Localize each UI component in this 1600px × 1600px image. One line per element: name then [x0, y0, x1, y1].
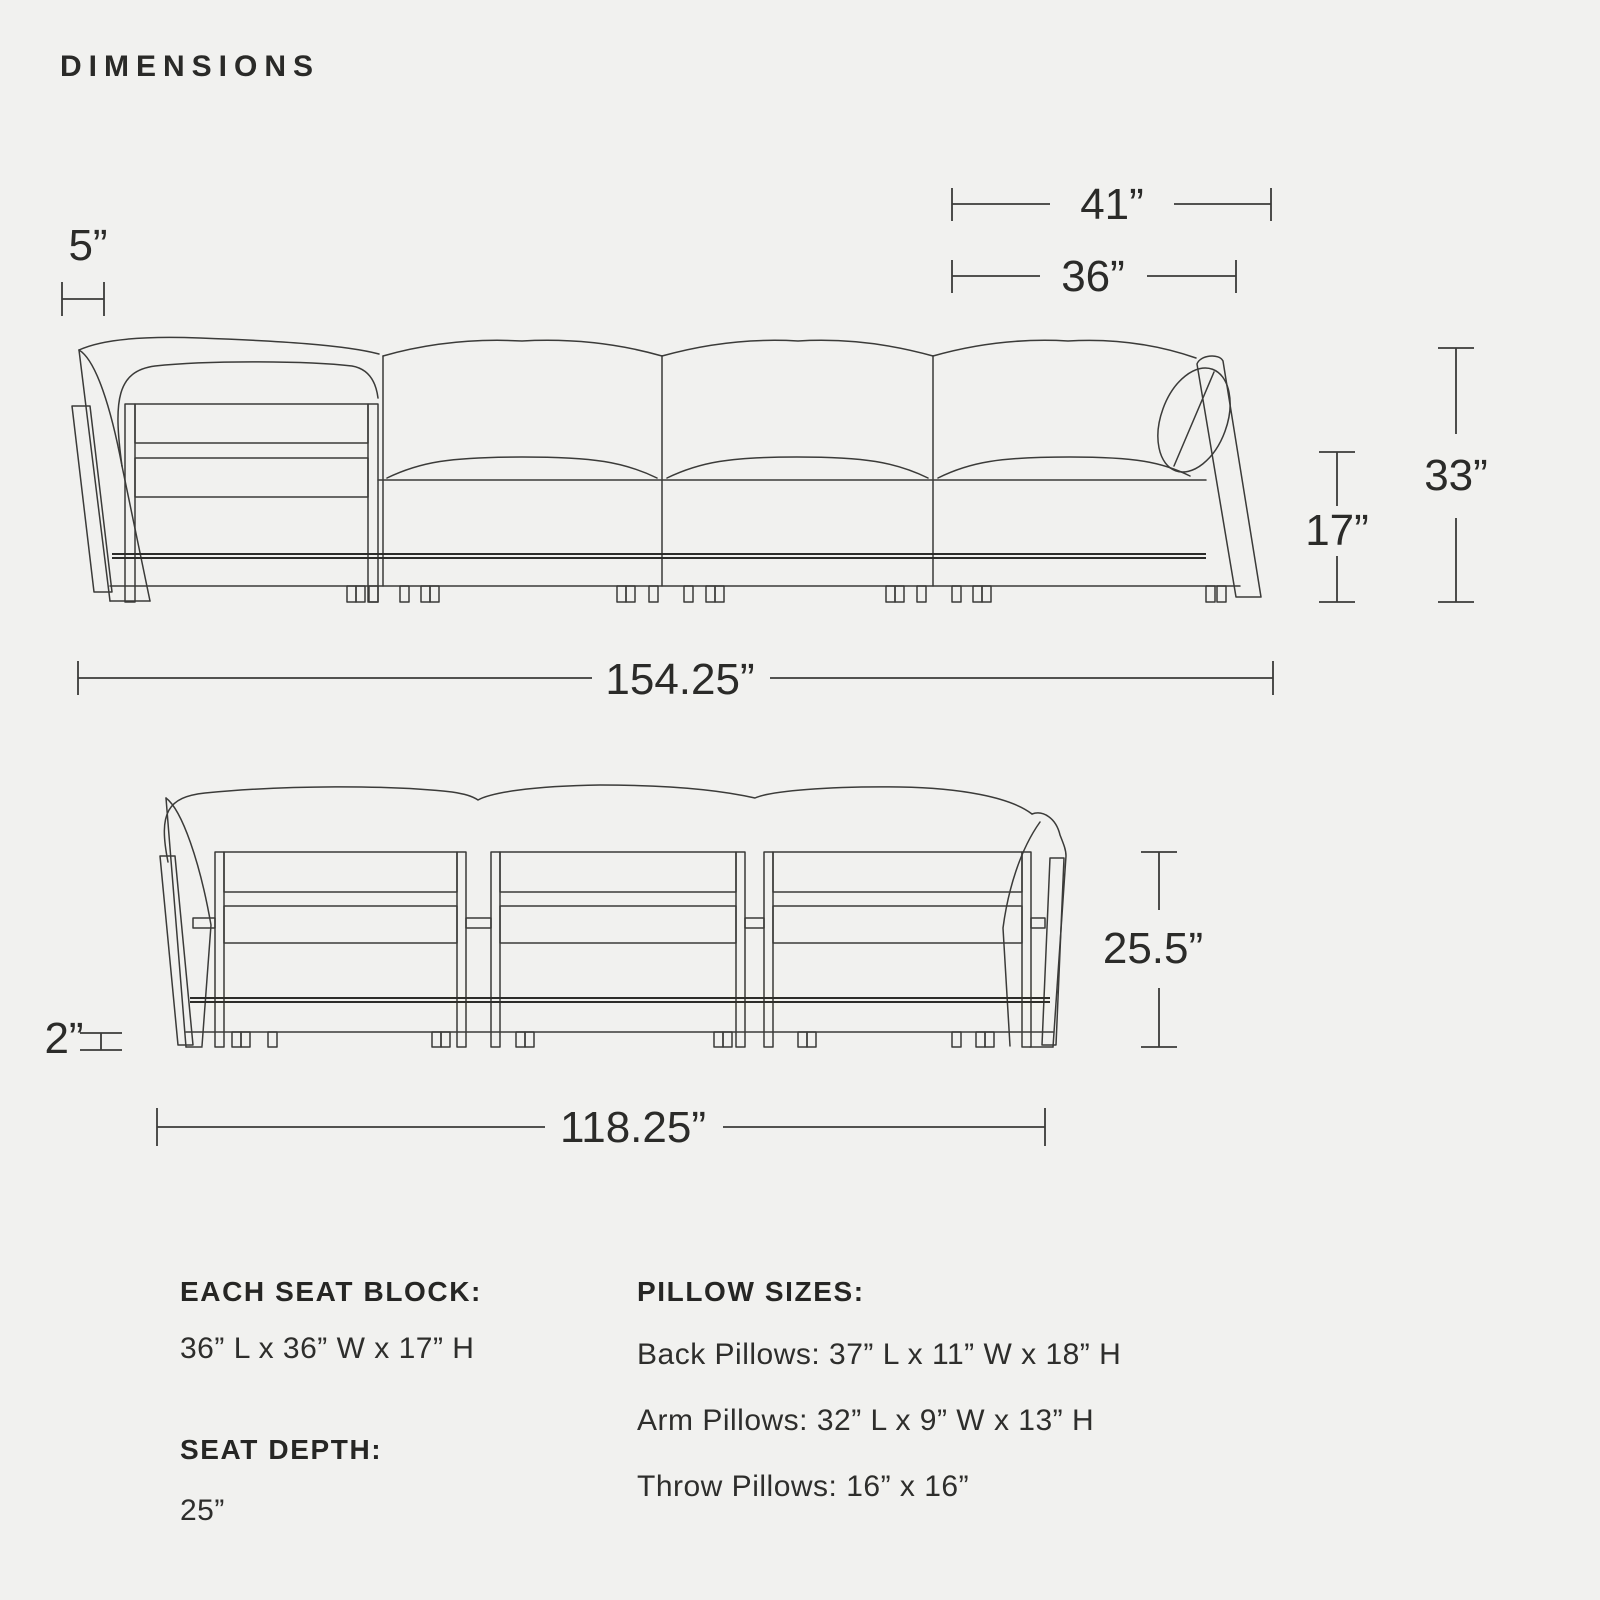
seat-specs-column	[180, 1276, 482, 1528]
seat-block-heading: EACH SEAT BLOCK:	[180, 1276, 482, 1307]
dim-back-height-label: 25.5”	[1102, 924, 1204, 973]
rear-view-legs	[232, 1032, 994, 1047]
dim-total-width-label: 154.25”	[605, 655, 755, 704]
arm-pillows-spec: Arm Pillows: 32” L x 9” W x 13” H	[637, 1404, 1095, 1437]
page-title: DIMENSIONS	[60, 50, 321, 83]
dim-total-height-33	[1424, 348, 1488, 602]
seat-block-value: 36” L x 36” W x 17” H	[180, 1332, 475, 1365]
dim-total-depth-118	[157, 1103, 1045, 1152]
dim-back-height-25-5	[1103, 852, 1203, 1047]
back-pillows-spec: Back Pillows: 37” L x 11” W x 18” H	[637, 1338, 1122, 1371]
dim-block-36-label: 36”	[1061, 252, 1125, 301]
dim-total-depth-label: 118.25”	[560, 1103, 706, 1152]
dim-leg-clearance-label: 2”	[44, 1014, 84, 1063]
dim-seat-height-17	[1305, 452, 1369, 602]
dim-seat-height-label: 17”	[1305, 506, 1369, 555]
rear-view-sofa-outline	[160, 785, 1066, 1047]
side-view-sofa-outline	[72, 337, 1261, 602]
seat-depth-value: 25”	[180, 1494, 225, 1527]
throw-pillows-spec: Throw Pillows: 16” x 16”	[637, 1470, 970, 1503]
pillow-specs-column	[637, 1276, 1121, 1504]
side-view-base-rail	[112, 554, 1206, 558]
seat-depth-heading: SEAT DEPTH:	[180, 1434, 383, 1465]
dim-arm-width-5	[62, 221, 108, 316]
dim-block-36	[952, 252, 1236, 301]
side-view-legs	[347, 586, 1226, 602]
dim-leg-clearance-2	[44, 1014, 122, 1063]
rear-view-base-rail	[190, 998, 1050, 1002]
dim-total-width-154	[78, 655, 1273, 704]
dim-block-41	[952, 180, 1271, 229]
dim-total-height-label: 33”	[1424, 451, 1488, 500]
dim-arm-width-label: 5”	[68, 221, 108, 270]
pillow-sizes-heading: PILLOW SIZES:	[637, 1276, 865, 1307]
dim-block-41-label: 41”	[1080, 180, 1144, 229]
